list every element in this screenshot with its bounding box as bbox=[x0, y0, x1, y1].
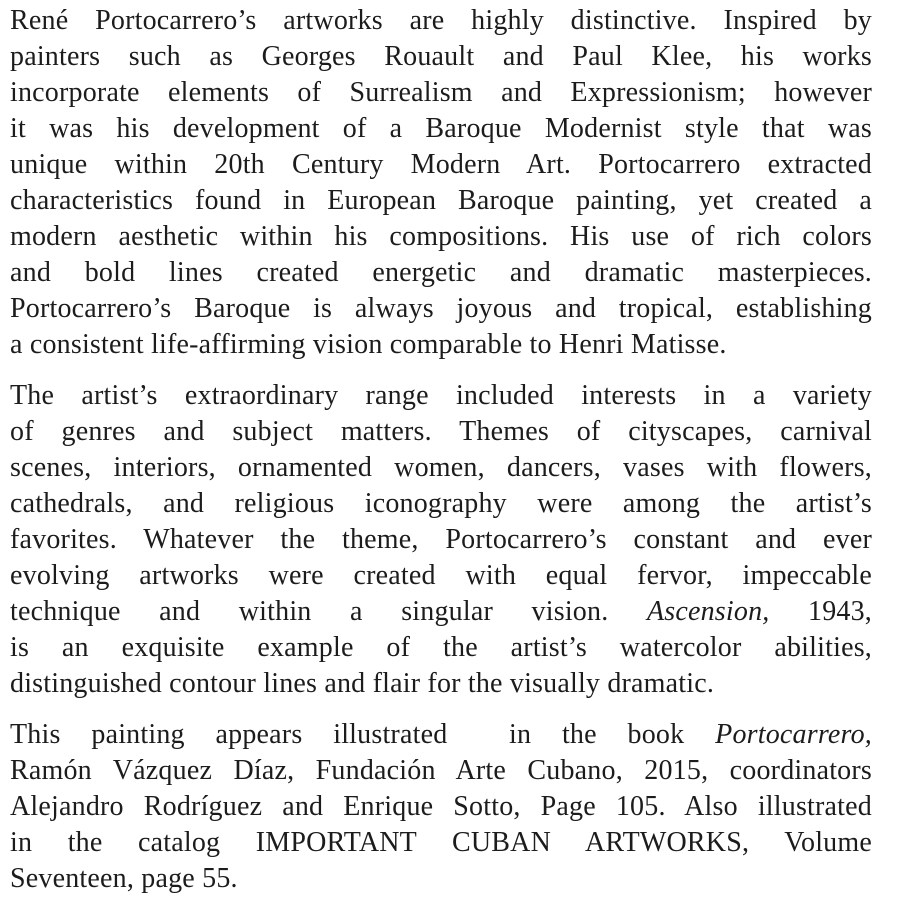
paragraph bbox=[10, 378, 872, 702]
text-run: evolving artworks were created with equal fervor, impeccable bbox=[10, 560, 872, 591]
text-line bbox=[10, 183, 872, 219]
paragraph bbox=[10, 3, 872, 363]
text-run: Ramón Vázquez Díaz, Fundación Arte Cubano, 2015, coordinators bbox=[10, 755, 872, 786]
text-run: painters such as Georges Rouault and Paul Klee, his works bbox=[10, 41, 872, 72]
text-run: a consistent life-affirming vision comparable to Henri Matisse. bbox=[10, 329, 727, 360]
text-line bbox=[10, 558, 872, 594]
text-run: incorporate elements of Surrealism and Expressionism; however bbox=[10, 77, 872, 108]
text-run: distinguished contour lines and flair for the visually dramatic. bbox=[10, 668, 715, 699]
text-line bbox=[10, 414, 872, 450]
italic-text-run: Ascension, bbox=[646, 596, 770, 627]
text-run: characteristics found in European Baroque painting, yet created a bbox=[10, 185, 872, 216]
text-line bbox=[10, 594, 872, 630]
artwork-description-text bbox=[10, 3, 872, 897]
text-run: Seventeen, page 55. bbox=[10, 863, 238, 894]
text-line bbox=[10, 327, 872, 363]
text-run: is an exquisite example of the artist’s watercolor abilities, bbox=[10, 632, 872, 663]
text-line bbox=[10, 753, 872, 789]
text-run: and bold lines created energetic and dramatic masterpieces. bbox=[10, 257, 872, 288]
paragraph bbox=[10, 717, 872, 897]
text-run: modern aesthetic within his compositions. His use of rich colors bbox=[10, 221, 872, 252]
text-line bbox=[10, 291, 872, 327]
text-run: cathedrals, and religious iconography were among the artist’s bbox=[10, 488, 872, 519]
text-line bbox=[10, 111, 872, 147]
text-line bbox=[10, 717, 872, 753]
text-run: Portocarrero’s Baroque is always joyous and tropical, establishing bbox=[10, 293, 872, 324]
text-line bbox=[10, 450, 872, 486]
text-line bbox=[10, 378, 872, 414]
text-run: Alejandro Rodríguez and Enrique Sotto, Page 105. Also illustrated bbox=[10, 791, 872, 822]
text-line bbox=[10, 789, 872, 825]
text-line bbox=[10, 219, 872, 255]
text-run: in the catalog IMPORTANT CUBAN ARTWORKS, Volume bbox=[10, 827, 872, 858]
text-run: it was his development of a Baroque Modernist style that was bbox=[10, 113, 872, 144]
text-line bbox=[10, 255, 872, 291]
text-line bbox=[10, 630, 872, 666]
text-run: René Portocarrero’s artworks are highly distinctive. Inspired by bbox=[10, 5, 872, 36]
text-run: 1943, bbox=[769, 596, 873, 627]
text-line bbox=[10, 825, 872, 861]
text-line bbox=[10, 3, 872, 39]
text-run: This painting appears illustrated in the book bbox=[10, 719, 716, 750]
text-line bbox=[10, 861, 872, 897]
italic-text-run: Portocarrero, bbox=[715, 719, 872, 750]
text-run: favorites. Whatever the theme, Portocarrero’s constant and ever bbox=[10, 524, 872, 555]
text-run: of genres and subject matters. Themes of cityscapes, carnival bbox=[10, 416, 872, 447]
text-run: scenes, interiors, ornamented women, dancers, vases with flowers, bbox=[10, 452, 872, 483]
text-line bbox=[10, 75, 872, 111]
text-run: The artist’s extraordinary range included interests in a variety bbox=[10, 380, 872, 411]
text-line bbox=[10, 666, 872, 702]
text-line bbox=[10, 39, 872, 75]
text-run: unique within 20th Century Modern Art. Portocarrero extracted bbox=[10, 149, 872, 180]
text-run: technique and within a singular vision. bbox=[10, 596, 647, 627]
text-line bbox=[10, 522, 872, 558]
text-line bbox=[10, 486, 872, 522]
text-line bbox=[10, 147, 872, 183]
